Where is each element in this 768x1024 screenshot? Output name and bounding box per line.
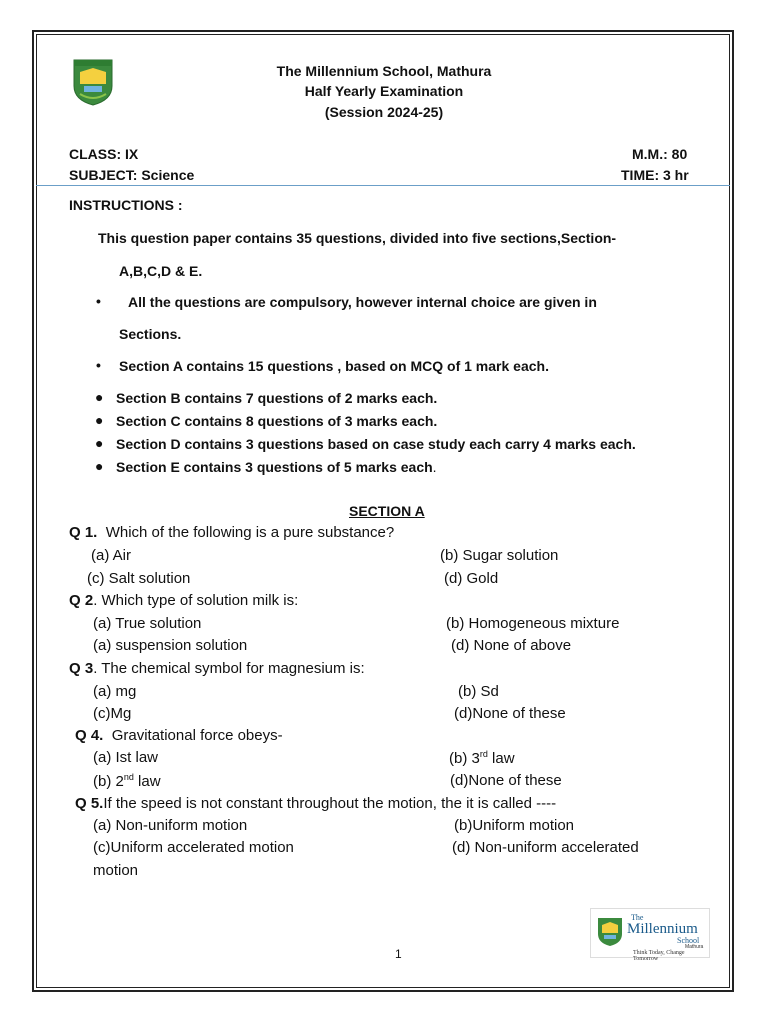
q2-option-c: (a) suspension solution	[93, 637, 248, 654]
bullet-icon: ●	[95, 412, 104, 428]
school-logo-bottom	[590, 908, 710, 962]
instruction-line: Section B contains 7 questions of 2 marks each.	[116, 390, 438, 406]
q5-option-c: (c)Uniform accelerated motion	[93, 839, 294, 856]
class-label: CLASS: IX	[69, 146, 139, 162]
logo-name: Millennium	[627, 921, 698, 937]
q4-option-b: (b) 3rd law	[449, 749, 515, 767]
q3-option-c: (c)Mg	[93, 705, 132, 722]
logo-the: The	[631, 913, 644, 922]
question-5: Q 5.If the speed is not constant throughout the motion, the it is called ----	[75, 795, 557, 812]
q3-option-a: (a) mg	[93, 683, 137, 700]
instruction-line: A,B,C,D & E.	[119, 263, 203, 279]
page-number: 1	[395, 947, 402, 961]
q5-option-d: (d) Non-uniform accelerated	[452, 839, 639, 856]
q1-option-c: (c) Salt solution	[87, 570, 191, 587]
header-separator	[36, 185, 730, 186]
question-1: Q 1. Which of the following is a pure substance?	[69, 524, 395, 541]
bullet-icon: ●	[95, 458, 104, 474]
instruction-line: All the questions are compulsory, however internal choice are given in	[128, 294, 597, 310]
q1-option-d: (d) Gold	[444, 570, 499, 587]
instruction-line: Section D contains 3 questions based on case study each carry 4 marks each.	[116, 436, 636, 452]
q4-option-d: (d)None of these	[450, 772, 562, 789]
bullet-icon: •	[96, 293, 101, 309]
question-3: Q 3. The chemical symbol for magnesium is:	[69, 660, 365, 677]
logo-school: School	[677, 936, 700, 945]
q2-option-b: (b) Homogeneous mixture	[446, 615, 620, 632]
max-marks: M.M.: 80	[632, 146, 688, 162]
question-4: Q 4. Gravitational force obeys-	[75, 727, 283, 744]
instructions-heading: INSTRUCTIONS :	[69, 197, 183, 213]
q5-option-a: (a) Non-uniform motion	[93, 817, 248, 834]
question-2: Q 2. Which type of solution milk is:	[69, 592, 299, 609]
q3-option-b: (b) Sd	[458, 683, 499, 700]
q3-option-d: (d)None of these	[454, 705, 566, 722]
time-label: TIME: 3 hr	[621, 167, 689, 183]
exam-title: Half Yearly Examination	[304, 83, 464, 99]
bullet-icon: •	[96, 357, 101, 373]
instruction-line: Section A contains 15 questions , based on MCQ of 1 mark each.	[119, 358, 549, 374]
instruction-line: Section E contains 3 questions of 5 marks each.	[116, 459, 437, 475]
q2-option-a: (a) True solution	[93, 615, 202, 632]
q2-option-d: (d) None of above	[451, 637, 572, 654]
q4-option-c: (b) 2nd law	[93, 772, 161, 790]
session-title: (Session 2024-25)	[324, 104, 444, 120]
logo-tagline: Think Today, Change Tomorrow	[633, 950, 685, 962]
q5-option-d-continued: motion	[93, 862, 139, 879]
instruction-line: Section C contains 8 questions of 3 marks each.	[116, 413, 438, 429]
q4-option-a: (a) Ist law	[93, 749, 159, 766]
school-name: The Millennium School, Mathura	[276, 63, 492, 79]
instruction-line: This question paper contains 35 questions, divided into five sections,Section-	[98, 230, 617, 246]
subject-label: SUBJECT: Science	[69, 167, 195, 183]
q1-option-a: (a) Air	[91, 547, 132, 564]
q5-option-b: (b)Uniform motion	[454, 817, 575, 834]
bullet-icon: ●	[95, 435, 104, 451]
logo-city: Mathura	[685, 944, 704, 950]
school-crest-icon	[597, 917, 623, 947]
section-a-title: SECTION A	[349, 503, 425, 519]
instruction-line: Sections.	[119, 326, 182, 342]
q1-option-b: (b) Sugar solution	[440, 547, 559, 564]
bullet-icon: ●	[95, 389, 104, 405]
